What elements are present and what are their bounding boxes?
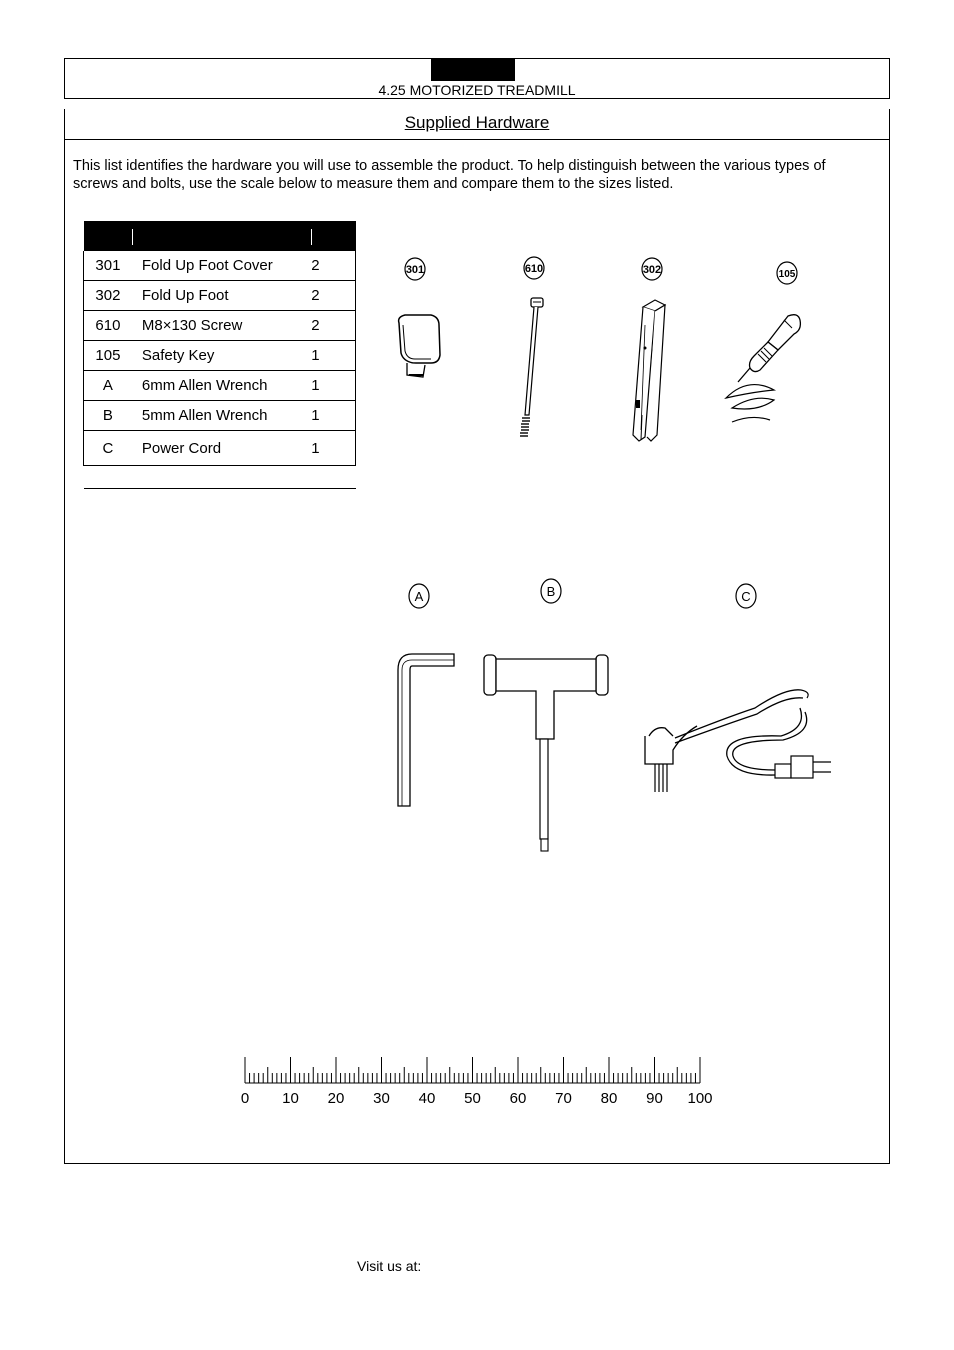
header-black-tab <box>431 59 515 81</box>
part-description: Power Cord <box>132 431 311 466</box>
scale-label: 70 <box>555 1090 572 1107</box>
part-description: 5mm Allen Wrench <box>132 401 311 431</box>
header-cell-qty <box>311 221 355 251</box>
callout-A <box>409 584 429 608</box>
part-description: Safety Key <box>132 341 311 371</box>
table-row <box>84 311 356 341</box>
part-quantity: 1 <box>311 341 355 371</box>
power-cord-illustration <box>635 578 840 803</box>
scale-label: 10 <box>282 1090 299 1107</box>
callout-105 <box>777 262 797 284</box>
footer-text: Visit us at: <box>357 1258 422 1274</box>
fold-up-foot-illustration <box>625 255 685 450</box>
scale-label: 30 <box>373 1090 390 1107</box>
part-description: M8×130 Screw <box>132 311 311 341</box>
part-quantity: 1 <box>311 431 355 466</box>
callout-302 <box>642 258 662 280</box>
callout-label: A <box>414 589 424 604</box>
callout-label: 302 <box>642 264 662 276</box>
callout-610 <box>524 257 544 279</box>
part-number: 302 <box>84 281 132 311</box>
intro-paragraph: This list identifies the hardware you will use to assemble the product. To help distinguish between the various types of screws and bolts, use the scale below to measure them and compare them to the sizes listed. <box>73 158 826 192</box>
scale-label: 100 <box>687 1090 713 1107</box>
part-description: Fold Up Foot Cover <box>132 251 311 281</box>
part-number: A <box>84 371 132 401</box>
part-number: 105 <box>84 341 132 371</box>
parts-table-header <box>84 221 356 251</box>
callout-label: B <box>546 584 556 599</box>
part-number: 610 <box>84 311 132 341</box>
section-title: Supplied Hardware <box>404 113 550 132</box>
parts-table <box>83 221 356 466</box>
callout-301 <box>405 258 425 280</box>
callout-label: 105 <box>778 269 796 280</box>
part-number: B <box>84 401 132 431</box>
table-row <box>84 251 356 281</box>
scale-label: 0 <box>240 1090 250 1107</box>
scale-ticks <box>245 1057 700 1083</box>
part-quantity: 2 <box>311 281 355 311</box>
table-row <box>84 431 356 466</box>
table-row <box>84 341 356 371</box>
screw-illustration <box>510 255 560 445</box>
part-quantity: 2 <box>311 251 355 281</box>
callout-label: C <box>741 589 751 604</box>
callout-label: 301 <box>405 264 425 276</box>
header-cell-no <box>84 221 132 251</box>
part-quantity: 1 <box>311 401 355 431</box>
callout-C <box>736 584 756 608</box>
part-quantity: 2 <box>311 311 355 341</box>
scale-label: 80 <box>600 1090 618 1107</box>
part-description: Fold Up Foot <box>132 281 311 311</box>
scale-label: 40 <box>418 1090 436 1107</box>
measurement-scale <box>230 1045 730 1115</box>
fold-up-foot-cover-illustration <box>385 255 455 385</box>
callout-label: 610 <box>524 263 544 275</box>
scale-label: 50 <box>464 1090 481 1107</box>
part-description: 6mm Allen Wrench <box>132 371 311 401</box>
table-end-rule <box>84 488 356 489</box>
header-cell-desc <box>132 221 311 251</box>
part-quantity: 1 <box>311 371 355 401</box>
table-row <box>84 371 356 401</box>
scale-labels <box>241 1090 713 1107</box>
part-number: C <box>84 431 132 466</box>
header-title: 4.25 MOTORIZED TREADMILL <box>378 82 576 98</box>
header-box <box>64 58 890 99</box>
scale-label: 90 <box>646 1090 663 1107</box>
table-row <box>84 401 356 431</box>
part-number: 301 <box>84 251 132 281</box>
allen-wrench-6mm-illustration <box>390 580 465 815</box>
table-row <box>84 281 356 311</box>
safety-key-illustration <box>718 258 818 428</box>
scale-label: 20 <box>327 1090 345 1107</box>
section-divider <box>65 139 889 140</box>
scale-label: 60 <box>509 1090 527 1107</box>
callout-B <box>541 579 561 603</box>
allen-wrench-5mm-illustration <box>470 575 620 860</box>
